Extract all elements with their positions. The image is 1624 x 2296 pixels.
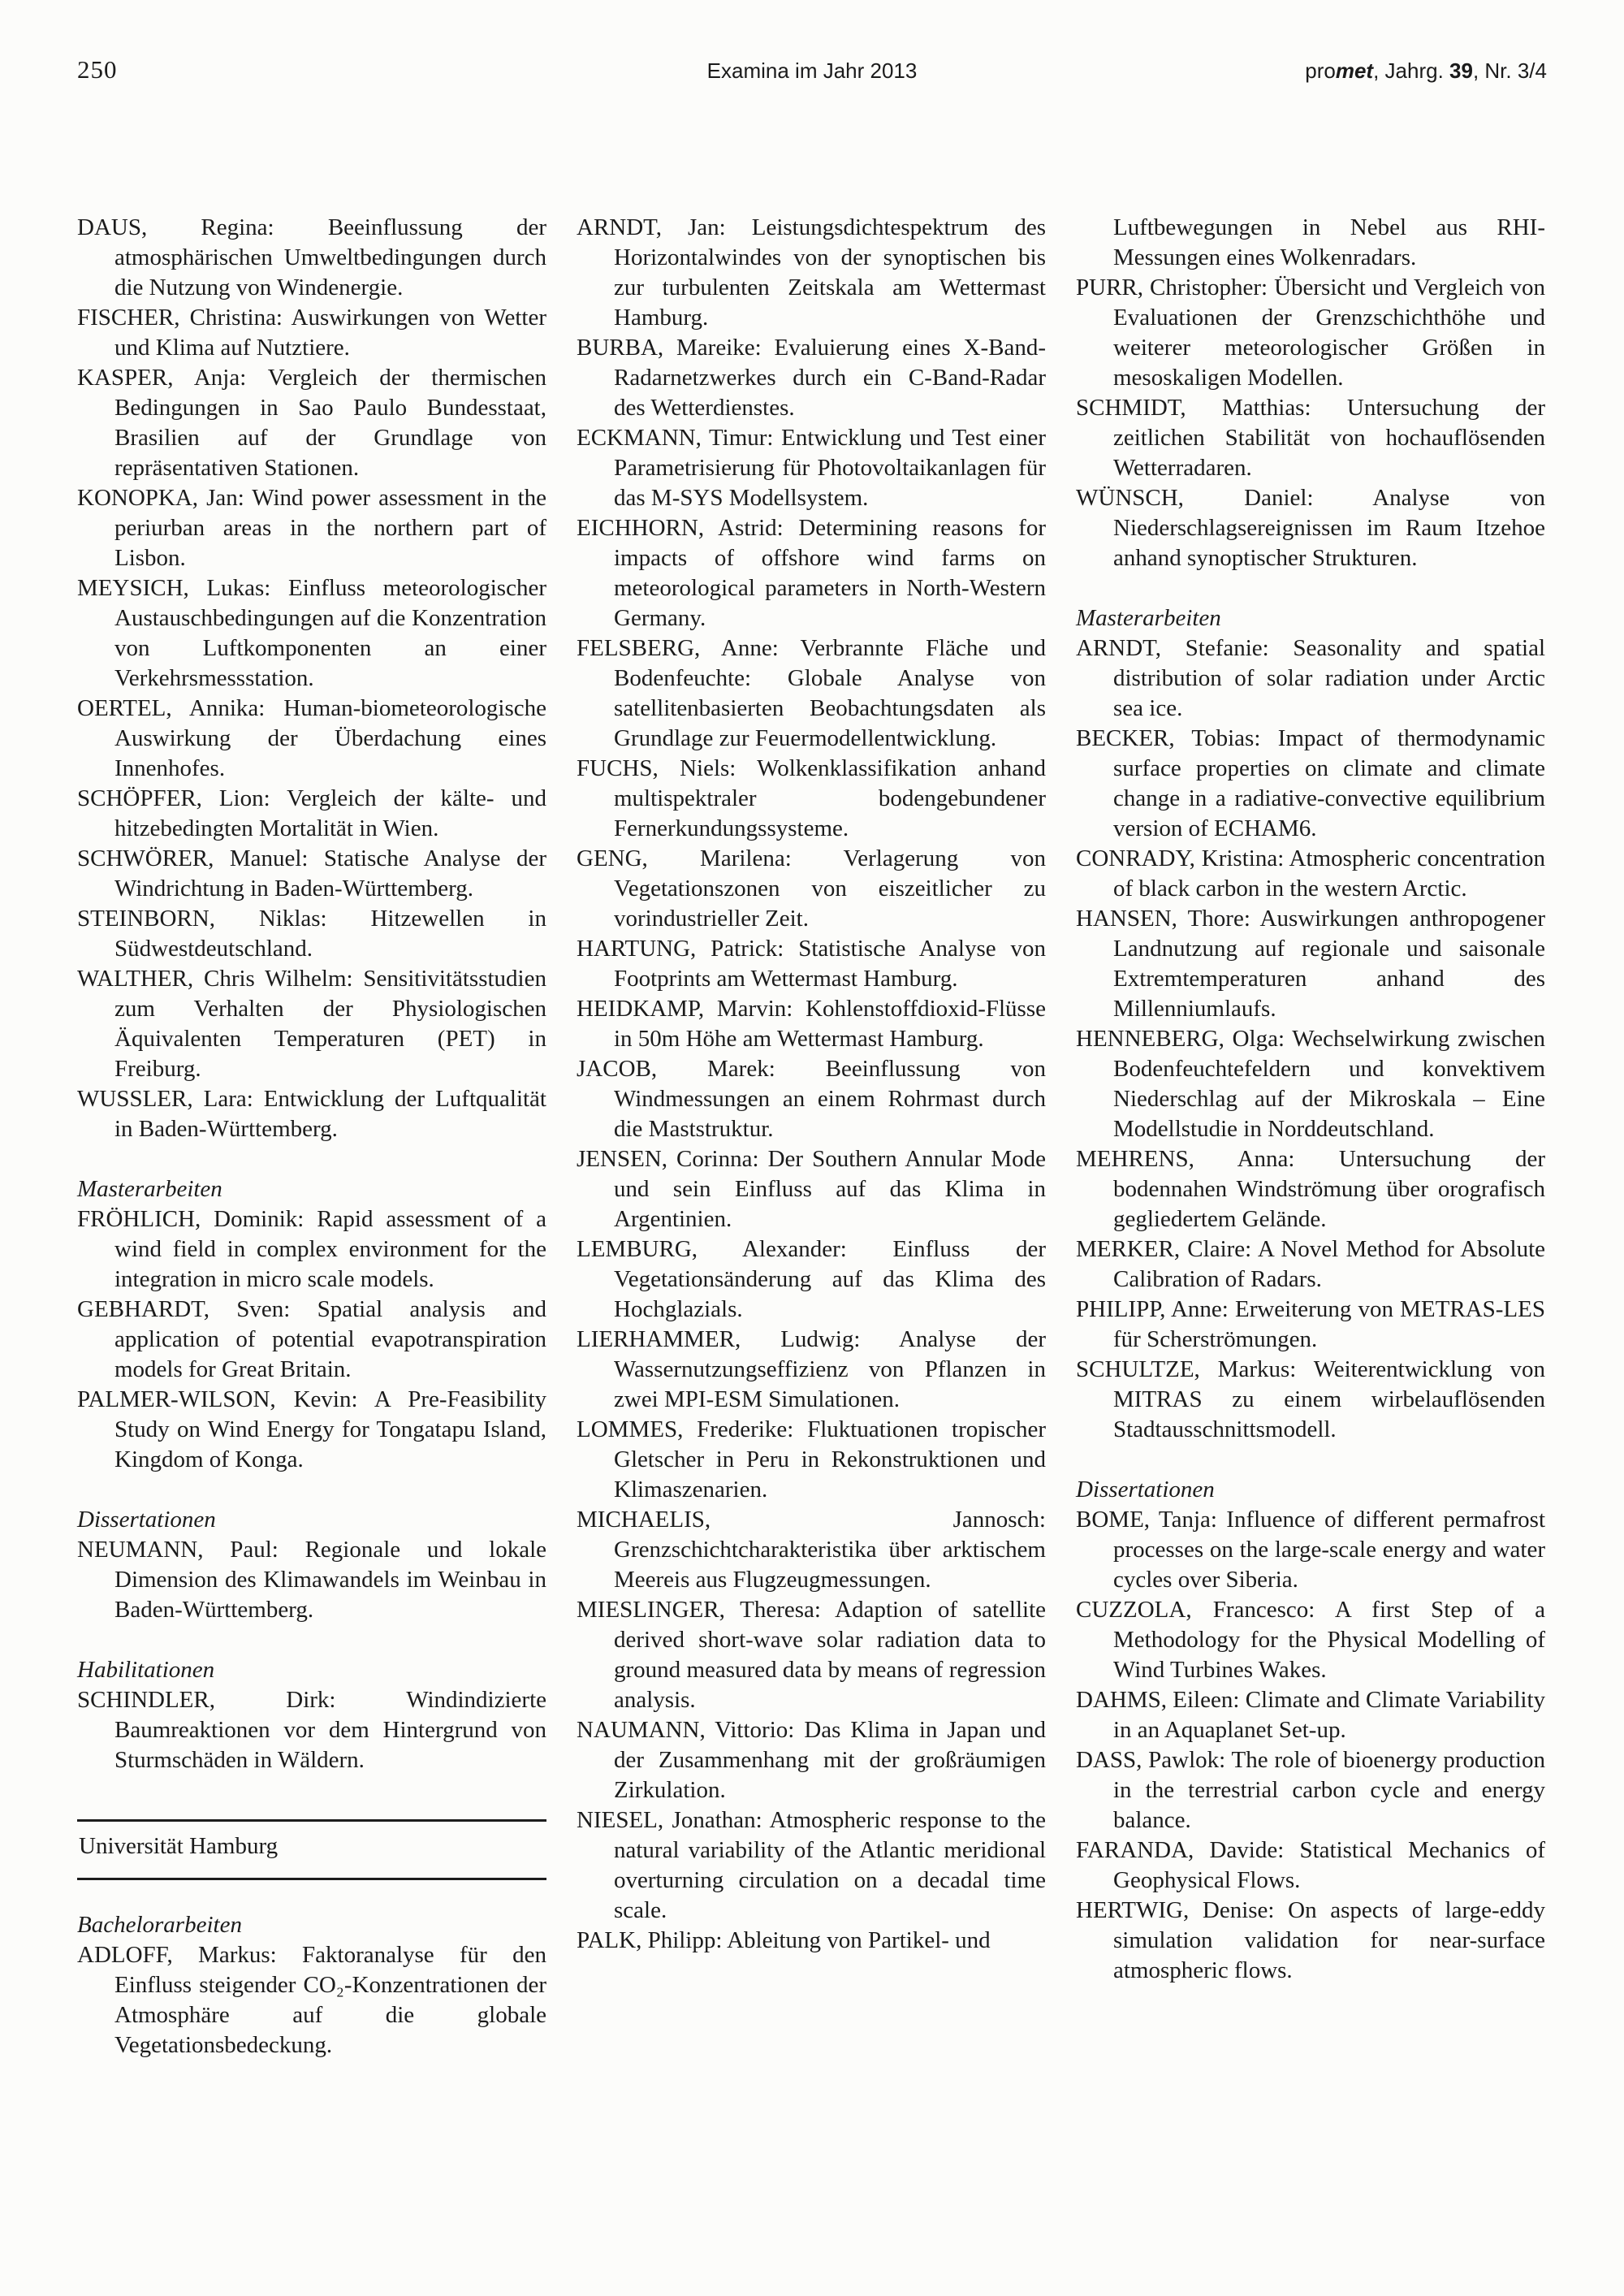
entry-continuation: Luftbewegungen in Nebel aus RHI-Messungen eines Wolkenradars. [1113, 214, 1545, 270]
thesis-entry: SCHINDLER, Dirk: Windindizierte Baumreaktionen vor dem Hintergrund von Sturmschäden in Wäldern. [77, 1687, 546, 1773]
thesis-entry: STEINBORN, Niklas: Hitzewellen in Südwestdeutschland. [77, 906, 546, 962]
thesis-entry: JACOB, Marek: Beeinflussung von Windmessungen an einem Rohrmast durch die Maststruktur. [577, 1056, 1046, 1142]
journal-volume: 39 [1449, 58, 1473, 83]
page-header [77, 55, 1547, 84]
university-title: Universität Hamburg [77, 1819, 546, 1880]
page-number: 250 [77, 55, 118, 84]
journal-issue: , Nr. 3/4 [1472, 58, 1547, 83]
journal-name-pro: pro [1305, 58, 1336, 83]
thesis-entry: HARTUNG, Patrick: Statistische Analyse von Footprints am Wettermast Hamburg. [577, 936, 1046, 992]
thesis-entry: WÜNSCH, Daniel: Analyse von Niederschlagsereignissen im Raum Itzehoe anhand synoptischer Strukturen. [1076, 485, 1545, 571]
thesis-entry: SCHWÖRER, Manuel: Statische Analyse der Windrichtung in Baden-Württemberg. [77, 845, 546, 902]
thesis-entry: ECKMANN, Timur: Entwicklung und Test einer Parametrisierung für Photovoltaikanlagen für das M-SYS Modellsystem. [577, 425, 1046, 511]
thesis-entry: GENG, Marilena: Verlagerung von Vegetationszonen von eiszeitlicher zu vorindustrieller Zeit. [577, 845, 1046, 932]
thesis-entry: BOME, Tanja: Influence of different permafrost processes on the large-scale energy and water cycles over Siberia. [1076, 1507, 1545, 1593]
degree-section-heading: Masterarbeiten [1076, 605, 1221, 631]
column-2 [577, 213, 1046, 2060]
thesis-entry: HENNEBERG, Olga: Wechselwirkung zwischen Bodenfeuchtefeldern und konvektivem Niederschlag auf der Mikroskala – Eine Modellstudie in Norddeutschland. [1076, 1026, 1545, 1142]
thesis-entry: MIESLINGER, Theresa: Adaption of satellite derived short-wave solar radiation data to ground measured data by means of regression analysis. [577, 1597, 1046, 1713]
thesis-entry: LOMMES, Frederike: Fluktuationen tropischer Gletscher in Peru in Rekonstruktionen und Klimaszenarien. [577, 1416, 1046, 1503]
thesis-entry: SCHULTZE, Markus: Weiterentwicklung von MITRAS zu einem wirbelauflösenden Stadtausschnittsmodell. [1076, 1356, 1545, 1442]
thesis-entry: HEIDKAMP, Marvin: Kohlenstoffdioxid-Flüsse in 50m Höhe am Wettermast Hamburg. [577, 996, 1046, 1052]
thesis-entry: NEUMANN, Paul: Regionale und lokale Dimension des Klimawandels im Weinbau in Baden-Württemberg. [77, 1537, 546, 1623]
thesis-entry: SCHÖPFER, Lion: Vergleich der kälte- und hitzebedingten Mortalität in Wien. [77, 785, 546, 841]
thesis-entry: FUCHS, Niels: Wolkenklassifikation anhand multispektraler bodengebundener Fernerkundungssysteme. [577, 755, 1046, 841]
degree-section-heading: Dissertationen [1076, 1477, 1215, 1503]
degree-section-heading: Masterarbeiten [77, 1176, 222, 1202]
thesis-entry: ARNDT, Jan: Leistungsdichtespektrum des Horizontalwindes von der synoptischen bis zur turbulenten Zeitskala am Wettermast Hamburg. [577, 214, 1046, 331]
thesis-entry: FARANDA, Davide: Statistical Mechanics of Geophysical Flows. [1076, 1837, 1545, 1893]
thesis-entry: EICHHORN, Astrid: Determining reasons for impacts of offshore wind farms on meteorological parameters in North-Western Germany. [577, 515, 1046, 631]
thesis-entry: BURBA, Mareike: Evaluierung eines X-Band-Radarnetzwerkes durch ein C-Band-Radar des Wetterdienstes. [577, 335, 1046, 421]
degree-section-heading: Bachelorarbeiten [77, 1912, 242, 1938]
thesis-entry: WALTHER, Chris Wilhelm: Sensitivitätsstudien zum Verhalten der Physiologischen Äquivalenten Temperaturen (PET) in Freiburg. [77, 966, 546, 1082]
thesis-entry: MEHRENS, Anna: Untersuchung der bodennahen Windströmung über orografisch gegliedertem Gelände. [1076, 1146, 1545, 1232]
thesis-entry: KASPER, Anja: Vergleich der thermischen Bedingungen in Sao Paulo Bundesstaat, Brasilien auf der Grundlage von repräsentativen Stationen. [77, 365, 546, 481]
thesis-entry: DASS, Pawlok: The role of bioenergy production in the terrestrial carbon cycle and energy balance. [1076, 1747, 1545, 1833]
text-columns [77, 213, 1547, 2060]
thesis-entry: BECKER, Tobias: Impact of thermodynamic surface properties on climate and climate change in a radiative-convective equilibrium version of ECHAM6. [1076, 725, 1545, 841]
thesis-entry: DAUS, Regina: Beeinflussung der atmosphärischen Umweltbedingungen durch die Nutzung von Windenergie. [77, 214, 546, 301]
journal-name-met: met [1335, 58, 1374, 83]
thesis-entry: LIERHAMMER, Ludwig: Analyse der Wassernutzungseffizienz von Pflanzen in zwei MPI-ESM Simulationen. [577, 1326, 1046, 1412]
thesis-entry: PALMER-WILSON, Kevin: A Pre-Feasibility Study on Wind Energy for Tongatapu Island, Kingdom of Konga. [77, 1386, 546, 1472]
thesis-entry: SCHMIDT, Matthias: Untersuchung der zeitlichen Stabilität von hochauflösenden Wetterradaren. [1076, 395, 1545, 481]
thesis-entry: FELSBERG, Anne: Verbrannte Fläche und Bodenfeuchte: Globale Analyse von satellitenbasierten Beobachtungsdaten als Grundlage zur Feuermodellentwicklung. [577, 635, 1046, 751]
degree-section-heading: Dissertationen [77, 1507, 216, 1533]
thesis-entry: NAUMANN, Vittorio: Das Klima in Japan und der Zusammenhang mit der großräumigen Zirkulation. [577, 1717, 1046, 1803]
thesis-entry: KONOPKA, Jan: Wind power assessment in the periurban areas in the northern part of Lisbon. [77, 485, 546, 571]
thesis-entry: PALK, Philipp: Ableitung von Partikel- und [577, 1927, 991, 1953]
thesis-entry: LEMBURG, Alexander: Einfluss der Vegetationsänderung auf das Klima des Hochglazials. [577, 1236, 1046, 1322]
thesis-entry: PHILIPP, Anne: Erweiterung von METRAS-LES für Scherströmungen. [1076, 1296, 1545, 1352]
thesis-entry: NIESEL, Jonathan: Atmospheric response to the natural variability of the Atlantic meridional overturning circulation on a decadal time scale. [577, 1807, 1046, 1923]
thesis-entry: CONRADY, Kristina: Atmospheric concentration of black carbon in the western Arctic. [1076, 845, 1545, 902]
journal-jahrgang-label: , Jahrg. [1373, 58, 1450, 83]
column-1 [77, 213, 546, 2060]
thesis-entry: FRÖHLICH, Dominik: Rapid assessment of a wind field in complex environment for the integration in micro scale models. [77, 1206, 546, 1292]
thesis-entry: ADLOFF, Markus: Faktoranalyse für den Einfluss steigender CO₂-Konzentrationen der Atmosphäre auf die globale Vegetationsbedeckung. [77, 1942, 546, 2058]
thesis-entry: ARNDT, Stefanie: Seasonality and spatial distribution of solar radiation under Arctic sea ice. [1076, 635, 1545, 721]
thesis-entry: HERTWIG, Denise: On aspects of large-eddy simulation validation for near-surface atmospheric flows. [1076, 1897, 1545, 1983]
journal-info [1106, 58, 1547, 84]
column-3 [1076, 213, 1545, 2060]
thesis-entry: JENSEN, Corinna: Der Southern Annular Mode und sein Einfluss auf das Klima in Argentinien. [577, 1146, 1046, 1232]
thesis-entry: DAHMS, Eileen: Climate and Climate Variability in an Aquaplanet Set-up. [1076, 1687, 1545, 1743]
thesis-entry: WUSSLER, Lara: Entwicklung der Luftqualität in Baden-Württemberg. [77, 1086, 546, 1142]
thesis-entry: PURR, Christopher: Übersicht und Vergleich von Evaluationen der Grenzschichthöhe und weiterer meteorologischer Größen in mesoskaligen Modellen. [1076, 275, 1545, 391]
degree-section-heading: Habilitationen [77, 1657, 215, 1683]
running-title: Examina im Jahr 2013 [706, 58, 918, 83]
thesis-entry: MERKER, Claire: A Novel Method for Absolute Calibration of Radars. [1076, 1236, 1545, 1292]
thesis-entry: HANSEN, Thore: Auswirkungen anthropogener Landnutzung auf regionale und saisonale Extremtemperaturen anhand des Millenniumlaufs. [1076, 906, 1545, 1022]
thesis-entry: MEYSICH, Lukas: Einfluss meteorologischer Austauschbedingungen auf die Konzentration von Luftkomponenten an einer Verkehrsmessstation. [77, 575, 546, 691]
thesis-entry: OERTEL, Annika: Human-biometeorologische Auswirkung der Überdachung eines Innenhofes. [77, 695, 546, 781]
thesis-entry: GEBHARDT, Sven: Spatial analysis and application of potential evapotranspiration models for Great Britain. [77, 1296, 546, 1382]
thesis-entry: FISCHER, Christina: Auswirkungen von Wetter und Klima auf Nutztiere. [77, 305, 546, 361]
thesis-entry: CUZZOLA, Francesco: A first Step of a Methodology for the Physical Modelling of Wind Turbines Wakes. [1076, 1597, 1545, 1683]
thesis-entry: MICHAELIS, Jannosch: Grenzschichtcharakteristika über arktischem Meereis aus Flugzeugmessungen. [577, 1507, 1046, 1593]
